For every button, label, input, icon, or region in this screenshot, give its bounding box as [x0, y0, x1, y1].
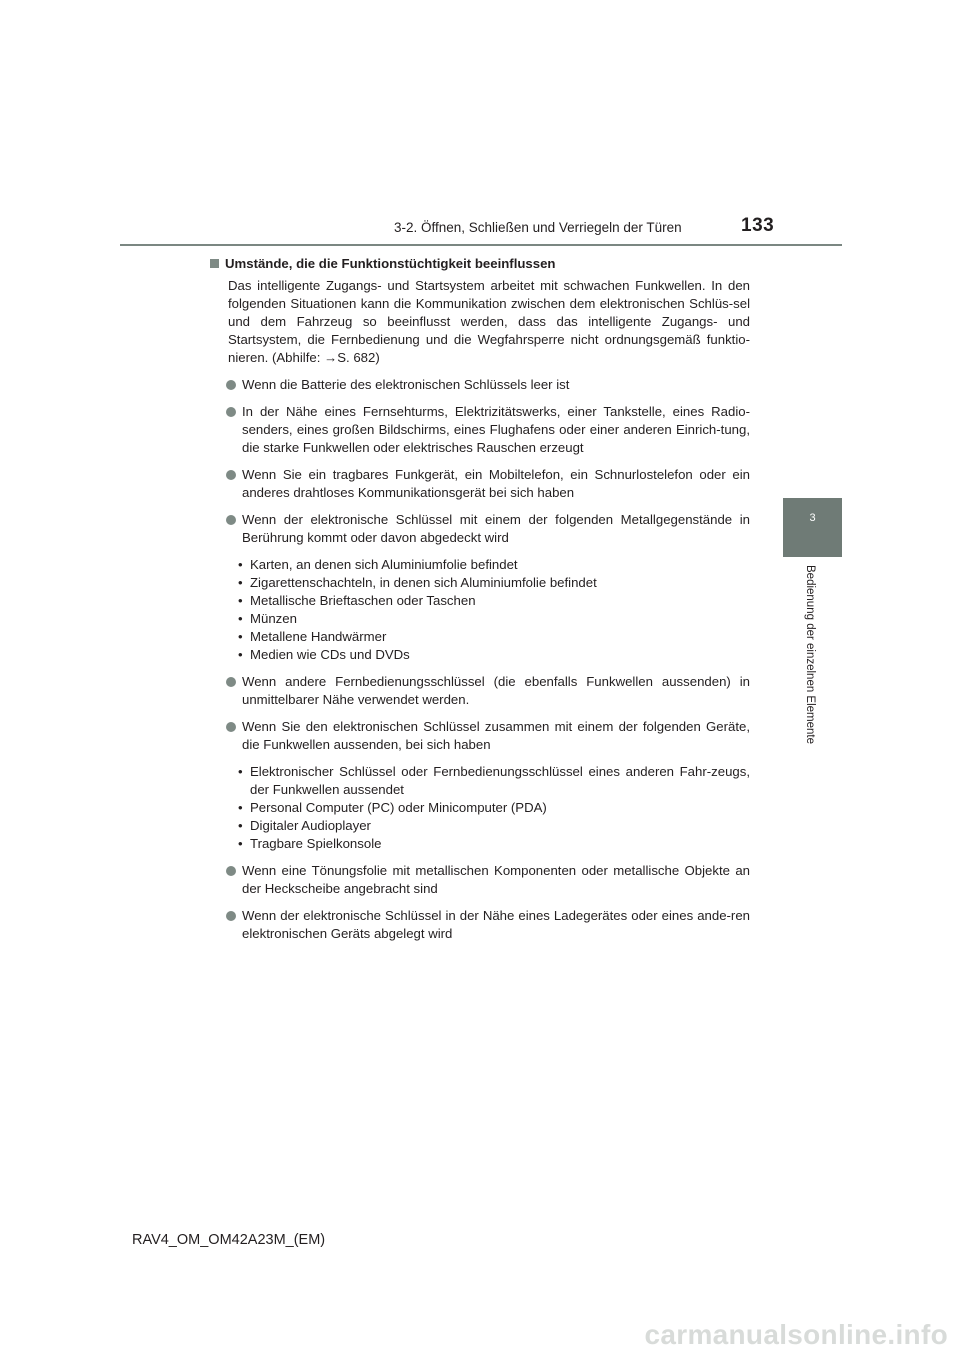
section-heading-text: Umstände, die die Funktionstüchtigkeit beeinflussen — [225, 256, 556, 271]
list-item-text: Wenn der elektronische Schlüssel in der Nähe eines Ladegerätes oder eines ande-ren elektronischen Geräts abgelegt wird — [242, 908, 750, 941]
devices-list — [238, 763, 750, 853]
list-item-text: Wenn andere Fernbedienungsschlüssel (die ebenfalls Funkwellen aussenden) in unmittelbarer Nähe verwendet werden. — [242, 674, 750, 707]
chapter-number: 3 — [809, 512, 816, 524]
list-item — [210, 403, 750, 457]
sub-list-item: • Münzen — [238, 611, 297, 626]
chapter-title-vertical — [802, 565, 816, 765]
list-item-text: Wenn die Batterie des elektronischen Schlüssels leer ist — [242, 377, 570, 392]
circle-bullet-icon — [226, 470, 236, 480]
list-item-text: Wenn Sie den elektronischen Schlüssel zusammen mit einem der folgenden Geräte, die Funkwellen aussenden, bei sich haben — [242, 719, 750, 752]
circle-bullet-icon — [226, 380, 236, 390]
list-item — [210, 862, 750, 898]
chapter-title: Bedienung der einzelnen Elemente — [804, 565, 816, 745]
sub-list-item: • Karten, an denen sich Aluminiumfolie befindet — [238, 557, 518, 572]
sub-list-item: • Personal Computer (PC) oder Minicomputer (PDA) — [238, 800, 547, 815]
sub-list-item: • Zigarettenschachteln, in denen sich Aluminiumfolie befindet — [238, 575, 597, 590]
sub-list-item: • Medien wie CDs und DVDs — [238, 647, 410, 662]
circle-bullet-icon — [226, 407, 236, 417]
circle-bullet-icon — [226, 866, 236, 876]
section-title: 3-2. Öffnen, Schließen und Verriegeln der Türen — [394, 220, 682, 235]
sub-list-item-text: Zigarettenschachteln, in denen sich Aluminiumfolie befindet — [250, 575, 597, 590]
header-rule — [120, 244, 842, 246]
list-item-text: Wenn Sie ein tragbares Funkgerät, ein Mobiltelefon, ein Schnurlostelefon oder ein anderes drahtloses Kommunikationsgerät bei sich haben — [242, 467, 750, 500]
sub-list-item-text: Metallische Brieftaschen oder Taschen — [250, 593, 476, 608]
circle-bullet-icon — [226, 911, 236, 921]
sub-list-item: • Metallische Brieftaschen oder Taschen — [238, 593, 476, 608]
list-item-text: In der Nähe eines Fernsehturms, Elektrizitätswerks, einer Tankstelle, eines Radio-senders, eines großen Bildschirms, eines Flughafens oder einer anderen Einrich-tung, die starke Funkwellen oder elektrisches Rauschen erzeugt — [242, 404, 750, 455]
list-item — [210, 466, 750, 502]
watermark: carmanualsonline.info — [644, 1319, 948, 1350]
sub-list-item: • Digitaler Audioplayer — [238, 818, 371, 833]
sub-list-item: • Metallene Handwärmer — [238, 629, 387, 644]
main-content — [210, 255, 750, 943]
list-item — [210, 907, 750, 943]
list-item — [210, 673, 750, 709]
section-heading — [210, 255, 750, 273]
sub-list-item-text: Elektronischer Schlüssel oder Fernbedienungsschlüssel eines anderen Fahr-zeugs, der Funkwellen aussendet — [250, 764, 750, 797]
sub-list-item-text: Karten, an denen sich Aluminiumfolie befindet — [250, 557, 518, 572]
sub-list-item: • Elektronischer Schlüssel oder Fernbedienungsschlüssel eines anderen Fahr-zeugs, der Funkwellen aussendet — [238, 764, 750, 797]
sub-list-item-text: Münzen — [250, 611, 297, 626]
list-item — [210, 511, 750, 547]
sub-list-item-text: Tragbare Spielkonsole — [250, 836, 382, 851]
circle-bullet-icon — [226, 722, 236, 732]
list-item — [210, 376, 750, 394]
metal-objects-list — [238, 556, 750, 664]
list-item-text: Wenn eine Tönungsfolie mit metallischen Komponenten oder metallische Objekte an der Heckscheibe angebracht sind — [242, 863, 750, 896]
sub-list-item-text: Personal Computer (PC) oder Minicomputer (PDA) — [250, 800, 547, 815]
doc-code: RAV4_OM_OM42A23M_(EM) — [132, 1232, 326, 1248]
sub-list-item-text: Digitaler Audioplayer — [250, 818, 371, 833]
square-bullet-icon — [210, 259, 219, 268]
circle-bullet-icon — [226, 677, 236, 687]
list-item-text: Wenn der elektronische Schlüssel mit einem der folgenden Metallgegenstände in Berührung kommt oder davon abgedeckt wird — [242, 512, 750, 545]
page-number: 133 — [741, 215, 775, 236]
circle-bullet-icon — [226, 515, 236, 525]
sub-list-item: • Tragbare Spielkonsole — [238, 836, 382, 851]
sub-list-item-text: Medien wie CDs und DVDs — [250, 647, 410, 662]
list-item — [210, 718, 750, 754]
chapter-tab — [783, 498, 842, 557]
intro-paragraph: Das intelligente Zugangs- und Startsystem arbeitet mit schwachen Funkwellen. In den folgenden Situationen kann die Kommunikation zwischen dem elektronischen Schlüs-sel und dem Fahrzeug so beeinflusst werden, dass das intelligente Zugangs- und Startsystem, die Fernbedienung und die Wegfahrsperre nicht ordnungsgemäß funktio-nieren. (Abhilfe: →S. 682) — [228, 278, 750, 365]
sub-list-item-text: Metallene Handwärmer — [250, 629, 387, 644]
